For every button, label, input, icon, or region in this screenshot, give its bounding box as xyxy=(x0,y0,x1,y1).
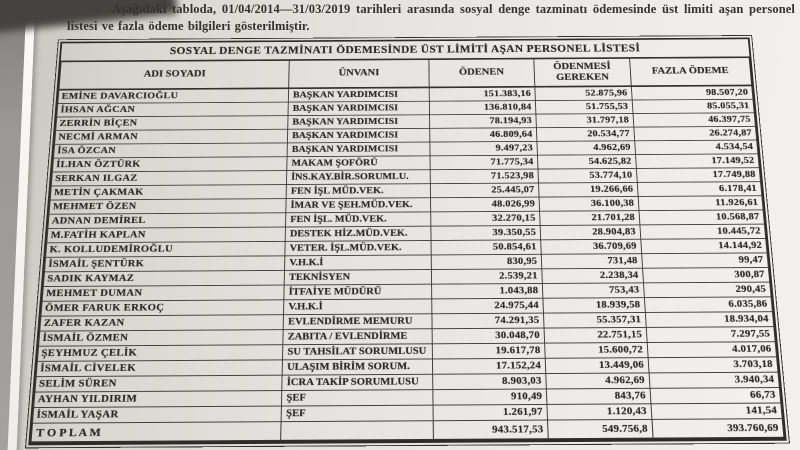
column-header-due: ÖDENMESİ GEREKEN xyxy=(534,58,631,86)
fazla-cell: 6.035,86 xyxy=(644,297,772,313)
odenen-cell: 71.775,34 xyxy=(430,155,538,170)
odenen-cell: 30.048,70 xyxy=(432,328,545,344)
title-cell: ŞEF xyxy=(282,390,433,406)
odenen-cell: 1.043,88 xyxy=(431,283,543,298)
name-cell: K. KOLLUDEMİROĞLU xyxy=(46,241,286,257)
name-cell: MEHMET DUMAN xyxy=(42,285,284,301)
name-cell: ADNAN DEMİREL xyxy=(48,213,286,229)
gereken-cell: 31.797,18 xyxy=(536,113,634,127)
gereken-cell: 1.120,43 xyxy=(547,404,652,420)
total-paid: 943.517,53 xyxy=(433,420,548,439)
fazla-cell: 14.144,92 xyxy=(641,238,767,253)
total-due: 549.756,8 xyxy=(548,419,653,438)
gereken-cell: 22.751,15 xyxy=(544,327,647,343)
odenen-cell: 46.809,64 xyxy=(429,127,537,141)
name-cell: ZERRİN BİÇEN xyxy=(56,115,289,130)
gereken-cell: 4.962,69 xyxy=(546,373,650,389)
name-cell: ÖMER FARUK ERKOÇ xyxy=(41,300,284,316)
odenen-cell: 17.152,24 xyxy=(432,358,546,374)
fazla-cell: 11.926,61 xyxy=(638,195,763,210)
gereken-cell: 55.357,31 xyxy=(543,312,646,328)
odenen-cell: 9.497,23 xyxy=(429,141,537,155)
intro-paragraph: Aşağıdaki tabloda, 01/04/2014—31/03/2019 tarihleri arasında sosyal denge tazminatı ödemesinde üst limiti aşan personel listesi ve fazla ödeme bilgileri gösterilmiştir. xyxy=(67,2,795,33)
name-cell: İHSAN AĞCAN xyxy=(57,102,289,117)
fazla-cell: 3.940,34 xyxy=(649,372,780,388)
odenen-cell: 2.539,21 xyxy=(431,269,542,284)
gereken-cell: 20.534,77 xyxy=(536,127,634,141)
odenen-cell: 32.270,15 xyxy=(430,211,540,226)
personnel-table-container xyxy=(25,35,790,448)
fazla-cell: 98.507,20 xyxy=(631,85,753,100)
column-header-title: ÜNVANI xyxy=(289,60,429,88)
fazla-cell: 17.149,52 xyxy=(635,154,759,169)
name-cell: M.FATİH KAPLAN xyxy=(47,227,286,243)
fazla-cell: 4.017,06 xyxy=(647,342,777,358)
table-body xyxy=(32,85,782,423)
title-cell: BAŞKAN YARDIMCISI xyxy=(289,87,429,102)
name-cell: İSMAİL YAŞAR xyxy=(32,406,281,423)
title-cell: ŞEF xyxy=(281,405,432,422)
fazla-cell: 6.178,41 xyxy=(637,181,762,196)
gereken-cell: 731,48 xyxy=(541,253,642,268)
fazla-cell: 85.055,31 xyxy=(632,99,754,113)
name-cell: SADIK KAYMAZ xyxy=(43,270,284,286)
fazla-cell: 46.397,75 xyxy=(633,112,756,126)
fazla-cell: 3.703,18 xyxy=(648,357,778,373)
odenen-cell: 8.903,03 xyxy=(432,373,546,389)
name-cell: İSMAİL CİVELEK xyxy=(36,360,283,377)
name-cell: İSA ÖZCAN xyxy=(54,143,288,158)
title-cell: BAŞKAN YARDIMCISI xyxy=(288,128,430,143)
title-cell: TEKNİSYEN xyxy=(284,269,431,285)
total-row xyxy=(31,419,784,442)
odenen-cell: 910,49 xyxy=(432,389,546,405)
fazla-cell: 17.749,88 xyxy=(636,167,760,182)
gereken-cell: 843,76 xyxy=(546,388,650,404)
odenen-cell: 78.194,93 xyxy=(429,114,536,128)
title-cell: V.H.K.İ xyxy=(284,299,432,315)
name-cell: EMİNE DAVARCIOĞLU xyxy=(58,88,289,103)
name-cell: İSMAİL ÖZMEN xyxy=(39,330,284,347)
gereken-cell: 13.449,06 xyxy=(545,358,649,374)
name-cell: SELİM SÜREN xyxy=(35,375,282,392)
column-header-excess: FAZLA ÖDEME xyxy=(629,58,751,86)
gereken-cell: 51.755,53 xyxy=(535,100,632,114)
gereken-cell: 753,43 xyxy=(542,283,644,298)
title-cell: İMAR VE ŞEH.MÜD.VEK. xyxy=(286,197,430,212)
gereken-cell: 15.600,72 xyxy=(545,342,648,358)
title-cell: FEN İŞL. MÜD.VEK. xyxy=(286,212,431,227)
fazla-cell: 99,47 xyxy=(641,253,768,268)
fazla-cell: 4.534,54 xyxy=(634,140,757,155)
gereken-cell: 28.904,83 xyxy=(540,225,640,240)
column-header-name: ADI SOYADI xyxy=(59,60,290,89)
title-cell: SU TAHSİLAT SORUMLUSU xyxy=(283,344,432,360)
table-title: SOSYAL DENGE TAZMİNATI ÖDEMESİNDE ÜST LİMİTİ AŞAN PERSONEL LİSTESİ xyxy=(61,39,750,61)
title-cell: İCRA TAKİP SORUMLUSU xyxy=(282,374,432,390)
odenen-cell: 830,95 xyxy=(431,254,542,269)
table-outer-border xyxy=(25,35,790,448)
title-cell: BAŞKAN YARDIMCISI xyxy=(287,142,429,157)
odenen-cell: 48.026,99 xyxy=(430,197,539,212)
table-header xyxy=(59,58,752,90)
fazla-cell: 66,73 xyxy=(650,387,781,403)
odenen-cell: 19.617,78 xyxy=(432,343,545,359)
gereken-cell: 53.774,10 xyxy=(538,168,637,183)
gereken-cell: 36.100,38 xyxy=(539,196,639,211)
fazla-cell: 10.568,87 xyxy=(639,210,765,225)
title-cell: DESTEK HİZ.MÜD.VEK. xyxy=(285,226,430,241)
title-cell: BAŞKAN YARDIMCISI xyxy=(288,101,429,115)
odenen-cell: 39.350,55 xyxy=(430,225,540,240)
title-cell: V.H.K.İ xyxy=(285,255,431,270)
total-title-cell xyxy=(281,421,433,441)
gereken-cell: 4.962,69 xyxy=(537,141,635,155)
odenen-cell: 71.523,98 xyxy=(430,169,539,184)
odenen-cell: 136.810,84 xyxy=(429,100,536,114)
title-cell: VETER. İŞL.MÜD.VEK. xyxy=(285,240,431,255)
odenen-cell: 1.261,97 xyxy=(433,404,548,420)
fazla-cell: 10.445,72 xyxy=(640,224,766,239)
column-header-paid: ÖDENEN xyxy=(429,59,535,87)
gereken-cell: 19.266,66 xyxy=(538,182,637,197)
name-cell: METİN ÇAKMAK xyxy=(50,184,287,200)
table-footer xyxy=(31,419,784,442)
title-cell: EVLENDİRME MEMURU xyxy=(283,314,431,330)
header-row xyxy=(59,58,752,90)
title-cell: İTFAİYE MÜDÜRÜ xyxy=(284,284,431,300)
odenen-cell: 151.383,16 xyxy=(429,86,536,101)
total-excess: 393.760,69 xyxy=(652,419,784,438)
gereken-cell: 36.709,69 xyxy=(541,239,642,254)
title-cell: ZABITA / EVLENDİRME xyxy=(283,329,432,345)
name-cell: MEHMET ÖZEN xyxy=(49,198,286,214)
gereken-cell: 52.875,96 xyxy=(535,86,632,101)
title-cell: İNS.KAY.BİR.SORUMLU. xyxy=(287,169,430,184)
odenen-cell: 74.291,35 xyxy=(432,313,544,329)
odenen-cell: 25.445,07 xyxy=(430,183,539,198)
title-cell: BAŞKAN YARDIMCISI xyxy=(288,114,429,128)
gereken-cell: 21.701,28 xyxy=(540,210,640,225)
name-cell: SERKAN ILGAZ xyxy=(51,170,287,185)
title-cell: ULAŞIM BİRİM SORUM. xyxy=(282,359,432,375)
fazla-cell: 18.934,04 xyxy=(645,312,774,328)
title-cell: FEN İŞL MÜD.VEK. xyxy=(286,183,430,198)
name-cell: İLHAN ÖZTÜRK xyxy=(52,156,287,171)
name-cell: NECMİ ARMAN xyxy=(55,129,288,144)
table-inner-border xyxy=(28,38,786,446)
fazla-cell: 7.297,55 xyxy=(646,327,775,343)
gereken-cell: 54.625,82 xyxy=(537,154,636,168)
fazla-cell: 26.274,87 xyxy=(634,126,757,140)
fazla-cell: 290,45 xyxy=(643,282,771,298)
fazla-cell: 300,87 xyxy=(642,267,769,282)
total-label: T O P L A M xyxy=(31,422,281,442)
gereken-cell: 18.939,58 xyxy=(543,297,645,312)
odenen-cell: 50.854,61 xyxy=(431,240,542,255)
gereken-cell: 2.238,34 xyxy=(542,268,644,283)
fazla-cell: 141,54 xyxy=(651,403,782,419)
name-cell: İSMAİL ŞENTÜRK xyxy=(45,256,286,272)
title-cell: MAKAM ŞOFÖRÜ xyxy=(287,156,430,171)
name-cell: ZAFER KAZAN xyxy=(40,315,284,331)
odenen-cell: 24.975,44 xyxy=(431,298,543,314)
personnel-table xyxy=(30,57,784,442)
name-cell: AYHAN YILDIRIM xyxy=(34,390,282,407)
name-cell: ŞEYHMUZ ÇELİK xyxy=(37,345,283,362)
